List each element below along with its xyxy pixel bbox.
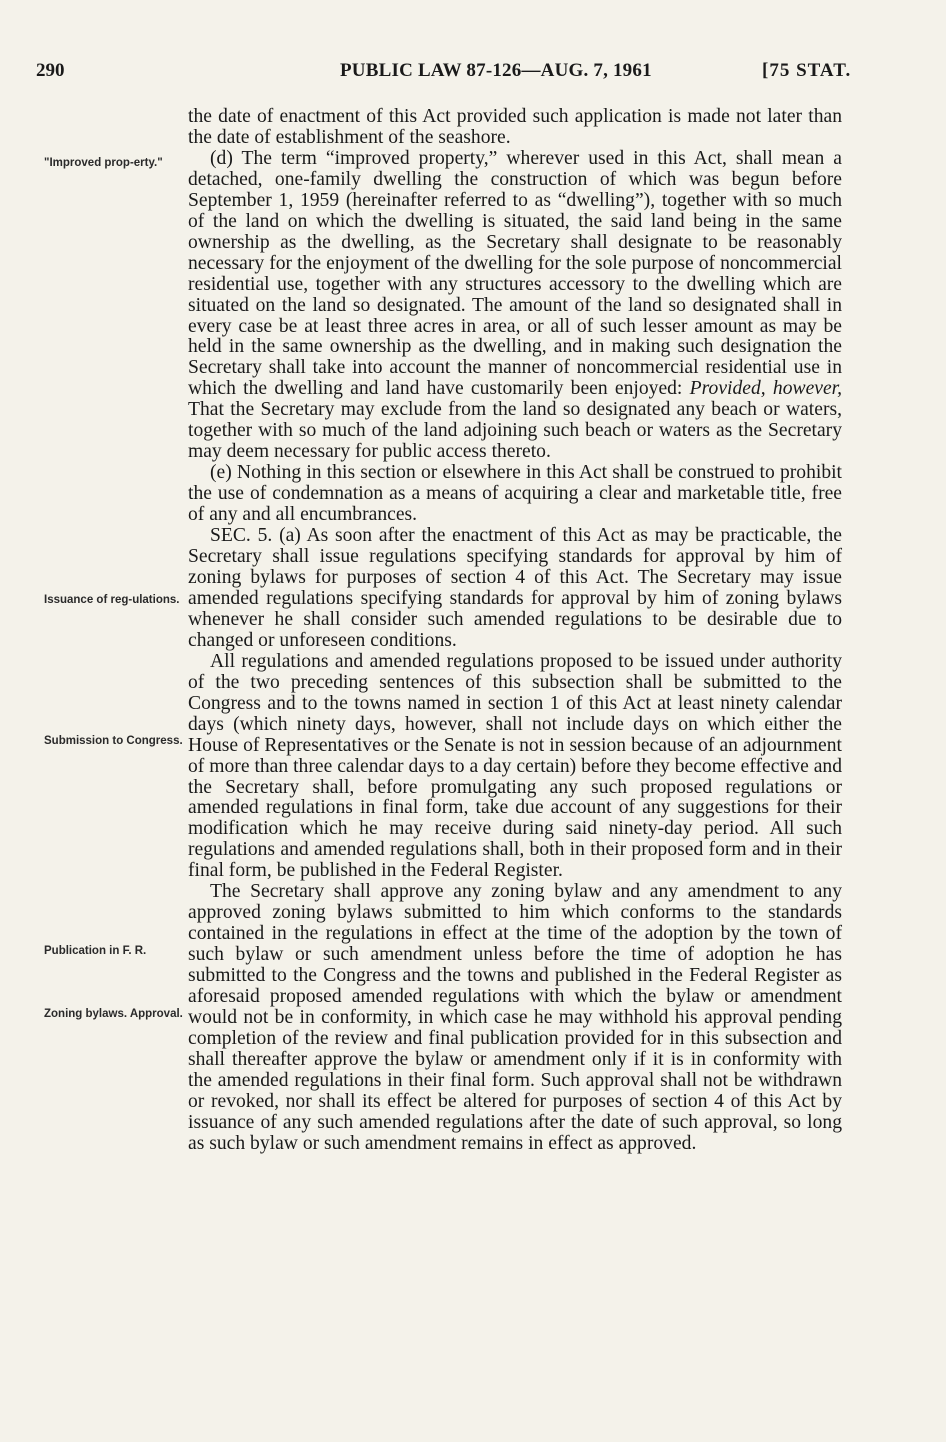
margin-note-publication-in-federal-register: Publication in F. R. bbox=[44, 945, 147, 957]
margin-note-zoning-bylaws-approval: Zoning bylaws. Approval. bbox=[44, 1008, 183, 1020]
paragraph-d-text-end: That the Secretary may exclude from the land so designated any beach or waters, together with so much of the land adjoining such beach or waters as the Secretary may deem necessary for public access thereto. bbox=[188, 399, 842, 463]
paragraph-e-condemnation: (e) Nothing in this section or elsewhere in this Act shall be construed to prohibit the use of condemnation as a means of acquiring a clear and marketable title, free of any and all encumbrances. bbox=[188, 462, 842, 526]
margin-note-issuance-of-regulations: Issuance of reg-ulations. bbox=[44, 594, 180, 606]
paragraph-continuation: the date of enactment of this Act provided such application is made not later than the date of establishment of the seashore. bbox=[188, 106, 842, 148]
paragraph-sec5-a: SEC. 5. (a) As soon after the enactment of this Act as may be practicable, the Secretary shall issue regulations specifying standards for approval by him of zoning bylaws for purposes of section 4 of this Act. The Secretary may issue amended regulations specifying standards for approval by him of zoning bylaws whenever he shall consider such amended regulations to be desirable due to changed or unforeseen conditions. bbox=[188, 525, 842, 651]
paragraph-submission-to-congress: All regulations and amended regulations proposed to be issued under authority of the two preceding sentences of this subsection shall be submitted to the Congress and to the towns named in section 1 of this Act at least ninety calendar days (which ninety days, however, shall not include days on which either the House of Representatives or the Senate is not in session because of an adjournment of more than three calendar days to a day certain) before they become effective and the Secretary shall, before promulgating any such proposed regulations or amended regulations in final form, take due account of any suggestions for their modification which he may receive during said ninety-day period. All such regulations and amended regulations shall, both in their proposed form and in their final form, be published in the Federal Register. bbox=[188, 650, 842, 882]
paragraph-zoning-bylaw-approval: The Secretary shall approve any zoning bylaw and any amendment to any approved zoning bylaws submitted to him which conforms to the standards contained in the regulations in effect at the time of the adoption by the town of such bylaw or such amendment unless before the time of adoption he has submitted to the Congress and the towns and published in the Federal Register as aforesaid proposed amended regulations with which the bylaw or amendment would not be in conformity, in which case he may withhold his approval pending completion of the review and final publication provided for in this subsection and shall thereafter approve the bylaw or amendment only if it is in conformity with the amended regulations in their final form. Such approval shall not be withdrawn or revoked, nor shall its effect be altered for purposes of section 4 of this Act by issuance of any such amended regulations after the date of such approval, so long as such bylaw or such amendment remains in effect as approved. bbox=[188, 881, 842, 1154]
paragraph-d-text: (d) The term “improved property,” wherever used in this Act, shall mean a detached, one-family dwelling the construction of which was begun before September 1, 1959 (hereinafter referred to as “dwelling”), together with so much of the land on which the dwelling is situated, the said land being in the same ownership as the dwelling, as the Secretary shall designate to be reasonably necessary for the enjoyment of the dwelling for the sole purpose of noncommercial residential use, together with any structures accessory to the dwelling which are situated on the land so designated. The amount of the land so designated shall in every case be at least three acres in area, or all of such lesser amount as may be held in the same ownership as the dwelling, and in making such designation the Secretary shall take into account the manner of noncommercial residential use in which the dwelling and land have customarily been enjoyed: bbox=[188, 147, 842, 400]
page-header bbox=[0, 60, 946, 90]
statute-volume-reference: [75 STAT. bbox=[762, 60, 852, 81]
running-title: PUBLIC LAW 87-126—AUG. 7, 1961 bbox=[340, 60, 652, 81]
margin-note-submission-to-congress: Submission to Congress. bbox=[44, 735, 183, 747]
margin-note-improved-property: "Improved prop-erty." bbox=[44, 157, 163, 169]
statute-body-text bbox=[188, 107, 842, 1155]
paragraph-d-proviso: Provided, however, bbox=[689, 378, 843, 400]
page-number: 290 bbox=[36, 60, 65, 81]
paragraph-d-improved-property bbox=[188, 149, 842, 463]
